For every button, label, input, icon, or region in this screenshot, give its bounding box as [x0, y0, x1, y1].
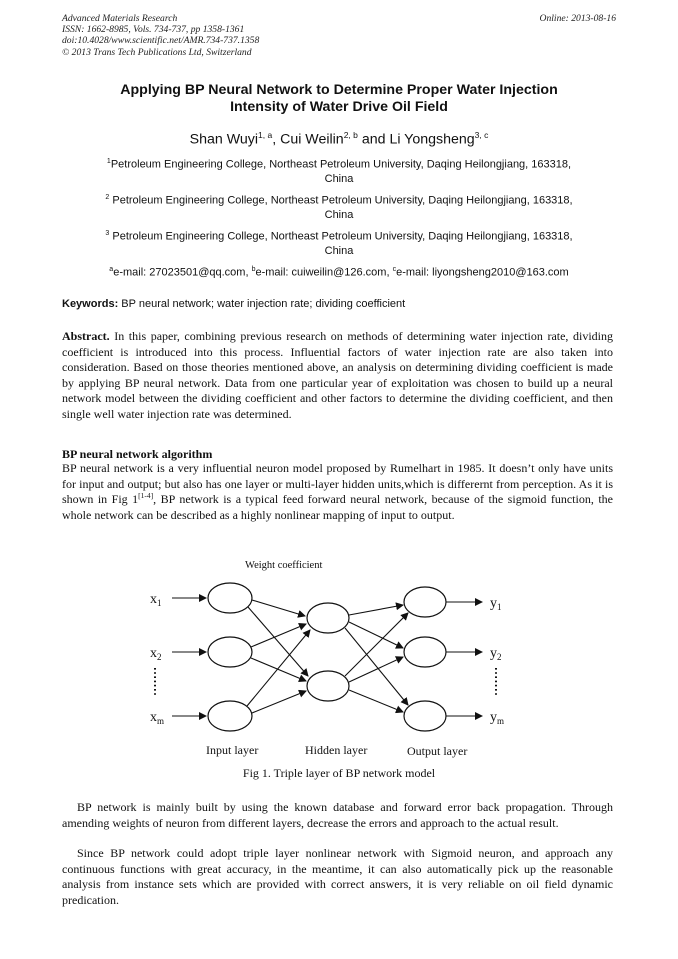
hidden-node: [307, 603, 349, 633]
network-diagram: [140, 554, 540, 762]
keywords-label: Keywords:: [62, 298, 119, 310]
hidden-node: [307, 671, 349, 701]
weight-connection: [251, 624, 306, 647]
weight-connection: [252, 691, 306, 713]
input-label: $x_m$: [150, 710, 165, 726]
paper-title: [62, 82, 616, 116]
citation: [1-4]: [138, 491, 154, 501]
figure-caption: Fig 1. Triple layer of BP network model: [242, 766, 436, 780]
email-text: e-mail: liyongsheng2010@163.com: [396, 266, 569, 279]
body-paragraph: Since BP network could adopt triple layer nonlinear network with Sigmoid neuron, and approach any continuous functions with great accuracy, in the meantime, it can also automatically pick up the reasonable analysis from instance sets which are provided with correct answers, it is very reliable on oil field dynamic predication.: [62, 846, 613, 907]
affiliation-num: 1: [106, 158, 111, 165]
email-sup: c: [392, 266, 397, 273]
body-paragraph: BP network is mainly built by using the known database and forward error back propagation. Through amending weights of neuron from different layers, decrease the errors and approach to the actual result.: [62, 800, 613, 830]
affiliation-num: 2: [105, 194, 110, 201]
weight-connection: [251, 658, 306, 681]
affiliation-line: Petroleum Engineering College, Northeast Petroleum University, Daqing Heilongjiang, 163318,: [110, 158, 572, 171]
output-node: [404, 701, 446, 731]
weight-connection: [349, 605, 403, 615]
author-sep: and: [357, 131, 390, 148]
affiliation-country: China: [324, 245, 354, 258]
author-sup: 3, c: [474, 130, 489, 140]
section-heading: BP neural network algorithm: [62, 447, 213, 461]
author-sep: ,: [272, 131, 281, 148]
affiliation-line: Petroleum Engineering College, Northeast Petroleum University, Daqing Heilongjiang, 163318,: [109, 194, 573, 207]
email-text: e-mail: cuiweilin@126.com,: [255, 266, 393, 279]
affiliation: [62, 227, 616, 259]
weight-coefficient-label: Weight coefficient: [245, 560, 323, 571]
output-layer-label: Output layer: [407, 744, 468, 758]
weight-connection: [248, 607, 308, 676]
copyright-line: © 2013 Trans Tech Publications Ltd, Switzerland: [62, 46, 252, 58]
journal-header: [62, 13, 616, 58]
affiliation-num: 3: [105, 230, 110, 237]
affiliation-country: China: [324, 209, 354, 222]
weight-connection: [349, 657, 403, 682]
affiliation-line: Petroleum Engineering College, Northeast Petroleum University, Daqing Heilongjiang, 163318,: [109, 230, 573, 243]
affiliation: [62, 155, 616, 187]
output-node: [404, 587, 446, 617]
weight-connection: [349, 690, 403, 712]
section-paragraph: [62, 461, 613, 523]
email-sup: a: [109, 266, 114, 273]
author-name: Li Yongsheng: [389, 131, 475, 148]
input-node: [208, 637, 252, 667]
output-label: $y_1$: [490, 596, 502, 612]
issn-line: ISSN: 1662-8985, Vols. 734-737, pp 1358-1361: [62, 24, 245, 36]
author-name: Shan Wuyi: [189, 131, 258, 148]
paragraph-text: , BP network is a typical feed forward neural network, because of the sigmoid function, the whole network can be described as a highly nonlinear mapping of input to output.: [62, 492, 613, 522]
output-label: $y_2$: [490, 646, 502, 662]
doi-line: doi:10.4028/www.scientific.net/AMR.734-737.1358: [62, 35, 260, 47]
journal-name: Advanced Materials Research: [62, 13, 178, 24]
abstract-label: Abstract.: [62, 329, 110, 343]
output-node: [404, 637, 446, 667]
input-label: $x_2$: [150, 646, 162, 662]
weight-connection: [252, 600, 305, 616]
online-date: Online: 2013-08-16: [539, 13, 616, 24]
hidden-layer-label: Hidden layer: [305, 743, 368, 757]
input-layer-label: Input layer: [206, 743, 259, 757]
email-sup: b: [251, 266, 256, 273]
keywords-text: BP neural network; water injection rate; dividing coefficient: [118, 298, 406, 310]
affiliation: [62, 191, 616, 223]
abstract-text: In this paper, combining previous research on methods of determining water injection rate, dividing coefficient is introduced into this process. Influential factors of water injection rate are also taken into consideration. Based on those theories mentioned above, an analysis on determining dividing coefficient is made by applying BP neural network. Data from one particular year of exploitation was chosen to build up a neural network model between the dividing coefficient and other factors to determine the dividing coefficient, and then single well water injection rate was determined.: [62, 329, 613, 421]
network-figure: [140, 554, 540, 762]
author-sup: 2, b: [343, 130, 358, 140]
email-line: [62, 263, 616, 280]
author-list: [62, 130, 616, 148]
author-sup: 1, a: [258, 130, 273, 140]
author-name: Cui Weilin: [280, 131, 344, 148]
input-node: [208, 583, 252, 613]
title-line-1: Applying BP Neural Network to Determine Proper Water Injection: [120, 82, 558, 98]
paragraph-text: BP neural network is a very influential neuron model proposed by Rumelhart in 1985. It doesn’t only have units for input and output; but also has one layer or multi-layer hidden units,which is differernt from perception. As it is shown in Fig 1: [62, 461, 613, 507]
email-text: e-mail: 27023501@qq.com,: [113, 266, 252, 279]
input-label: $x_1$: [150, 592, 162, 608]
input-node: [208, 701, 252, 731]
title-line-2: Intensity of Water Drive Oil Field: [230, 99, 448, 115]
keywords: [62, 298, 616, 310]
abstract: [62, 329, 613, 423]
output-label: $y_m$: [490, 710, 505, 726]
affiliation-country: China: [324, 173, 354, 186]
